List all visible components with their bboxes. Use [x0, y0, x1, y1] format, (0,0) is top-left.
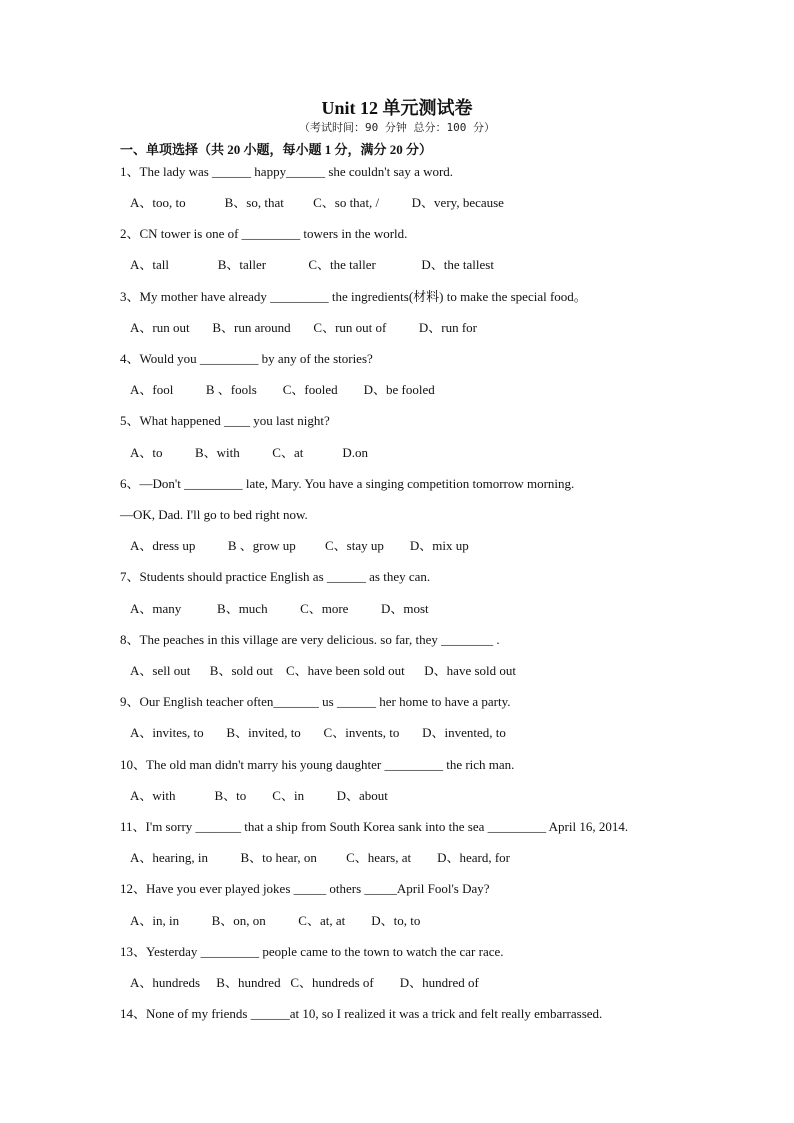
question-1-options: A、too, to B、so, that C、so that, / D、very, because — [130, 195, 504, 210]
question-5-stem: 5、What happened ____ you last night? — [120, 413, 330, 428]
question-1-stem: 1、The lady was ______ happy______ she couldn't say a word. — [120, 164, 454, 179]
question-7-options: A、many B、much C、more D、most — [130, 601, 429, 616]
question-6-stem: 6、—Don't _________ late, Mary. You have a singing competition tomorrow morning. — [120, 476, 575, 491]
question-4-options: A、fool B 、fools C、fooled D、be fooled — [130, 382, 435, 397]
question-10-stem: 10、The old man didn't marry his young daughter _________ the rich man. — [120, 757, 515, 772]
question-5-options: A、to B、with C、at D.on — [130, 445, 368, 460]
question-13-stem: 13、Yesterday _________ people came to the town to watch the car race. — [120, 944, 504, 959]
question-11-options: A、hearing, in B、to hear, on C、hears, at D、heard, for — [130, 850, 511, 865]
question-11-stem: 11、I'm sorry _______ that a ship from South Korea sank into the sea _________ April 16, 2014. — [120, 819, 629, 834]
question-12-options: A、in, in B、on, on C、at, at D、to, to — [130, 913, 421, 928]
question-8-stem: 8、The peaches in this village are very delicious. so far, they ________ . — [120, 632, 500, 647]
section-heading: 一、单项选择（共 20 小题，每小题 1 分，满分 20 分） — [120, 142, 433, 157]
question-2-options: A、tall B、taller C、the taller D、the tallest — [130, 257, 494, 272]
question-6-options: A、dress up B 、grow up C、stay up D、mix up — [130, 538, 469, 553]
question-14-stem: 14、None of my friends ______at 10, so I realized it was a trick and felt really embarrassed. — [120, 1006, 603, 1021]
exam-info: （考试时间：90 分钟 总分：100 分） — [299, 121, 495, 134]
question-4-stem: 4、Would you _________ by any of the stories? — [120, 351, 373, 366]
page-title: Unit 12 单元测试卷 — [321, 98, 473, 118]
question-2-stem: 2、CN tower is one of _________ towers in the world. — [120, 226, 408, 241]
question-10-options: A、with B、to C、in D、about — [130, 788, 388, 803]
question-3-stem: 3、My mother have already _________ the ingredients(材料) to make the special food。 — [120, 289, 587, 304]
question-6-response: —OK, Dad. I'll go to bed right now. — [120, 507, 308, 522]
question-9-stem: 9、Our English teacher often_______ us ______ her home to have a party. — [120, 694, 511, 709]
question-12-stem: 12、Have you ever played jokes _____ others _____April Fool's Day? — [120, 881, 490, 896]
question-3-options: A、run out B、run around C、run out of D、run for — [130, 320, 477, 335]
question-9-options: A、invites, to B、invited, to C、invents, to D、invented, to — [130, 725, 506, 740]
question-7-stem: 7、Students should practice English as ______ as they can. — [120, 569, 431, 584]
question-13-options: A、hundreds B、hundred C、hundreds of D、hundred of — [130, 975, 479, 990]
question-8-options: A、sell out B、sold out C、have been sold out D、have sold out — [130, 663, 517, 678]
